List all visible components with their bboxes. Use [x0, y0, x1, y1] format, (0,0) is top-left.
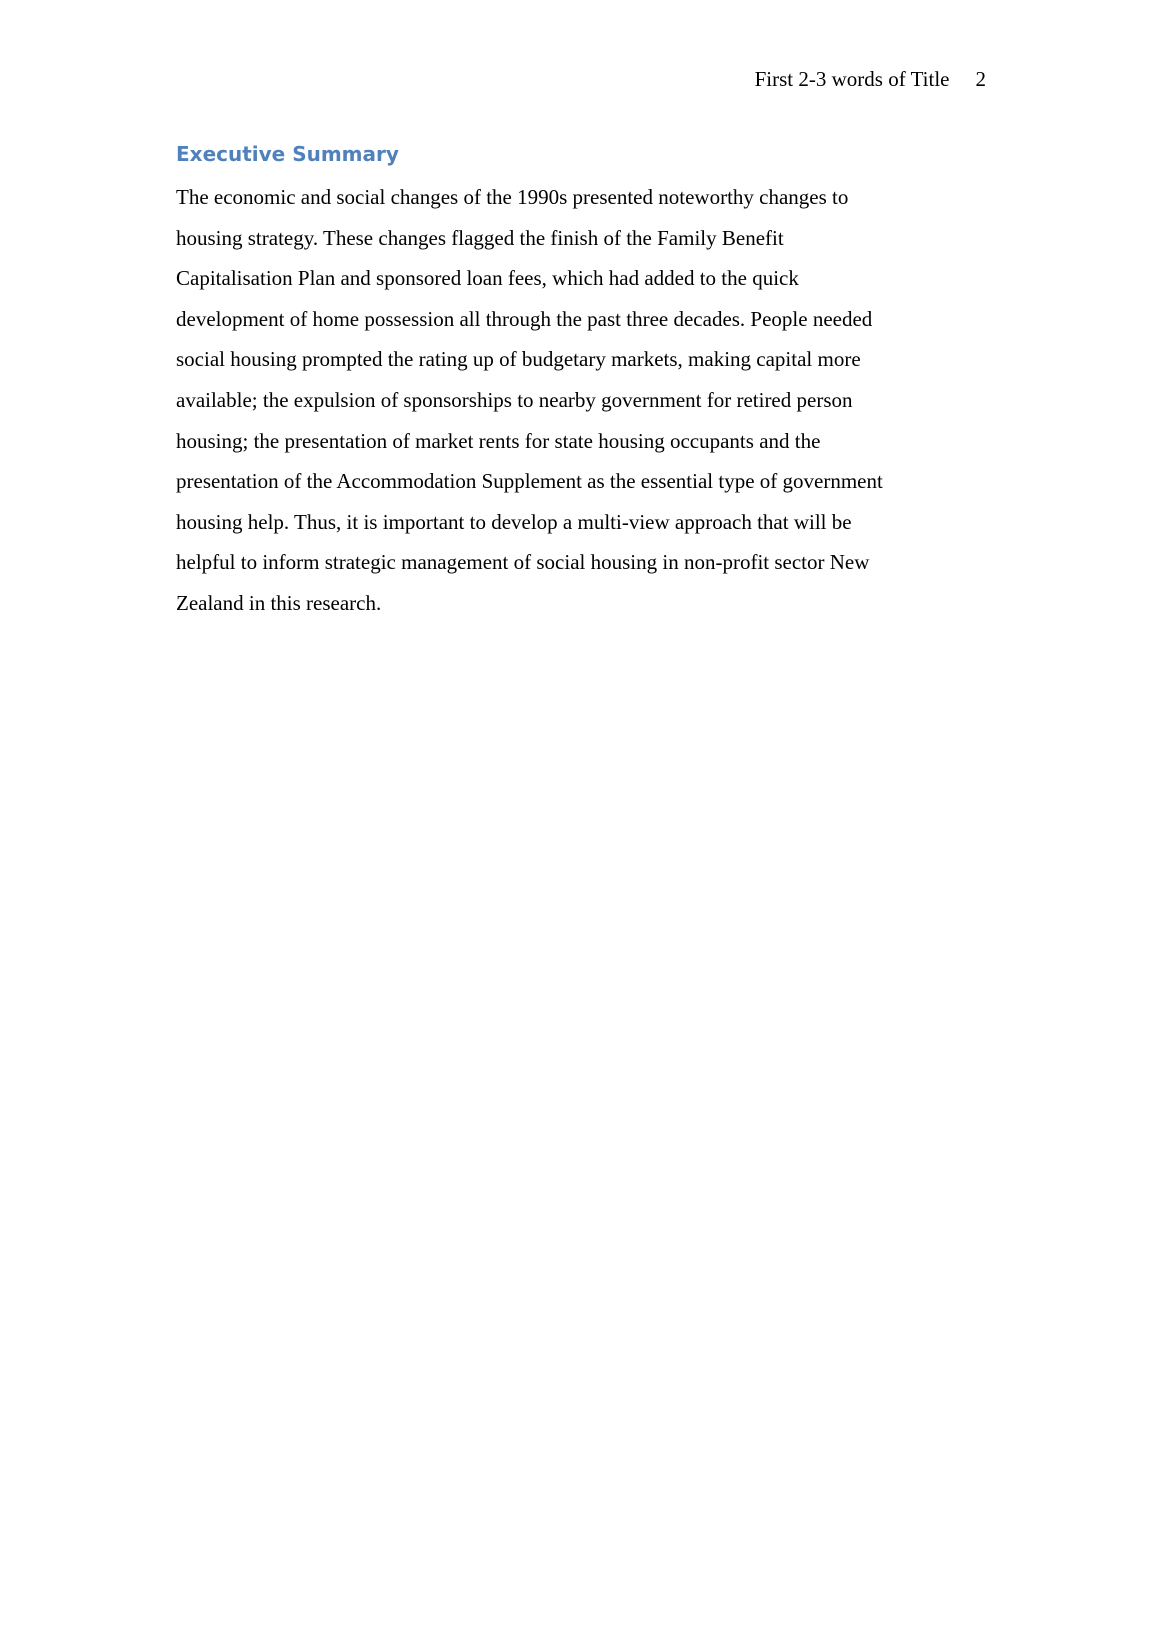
paragraph-line: presentation of the Accommodation Supplement as the essential type of government — [176, 469, 883, 494]
paragraph-line: development of home possession all through the past three decades. People needed — [176, 306, 873, 331]
paragraph-line: housing help. Thus, it is important to develop a multi-view approach that will be — [176, 509, 852, 534]
paragraph-line: available; the expulsion of sponsorships to nearby government for retired person — [176, 387, 853, 412]
running-title: First 2-3 words of Title — [754, 67, 950, 91]
paragraph-line: Capitalisation Plan and sponsored loan fees, which had added to the quick — [176, 266, 799, 291]
page-number: 2 — [975, 67, 986, 91]
body-paragraph — [176, 177, 976, 624]
paragraph-line: Zealand in this research. — [176, 590, 382, 615]
paragraph-line: The economic and social changes of the 1990s presented noteworthy changes to — [176, 185, 849, 209]
section-heading: Executive Summary — [176, 142, 399, 166]
paragraph-line: helpful to inform strategic management of social housing in non-profit sector New — [176, 550, 870, 575]
paragraph-line: housing; the presentation of market rents for state housing occupants and the — [176, 428, 821, 453]
paragraph-line: social housing prompted the rating up of budgetary markets, making capital more — [176, 347, 861, 372]
running-header — [755, 66, 986, 92]
paragraph-line: housing strategy. These changes flagged the finish of the Family Benefit — [176, 225, 784, 250]
